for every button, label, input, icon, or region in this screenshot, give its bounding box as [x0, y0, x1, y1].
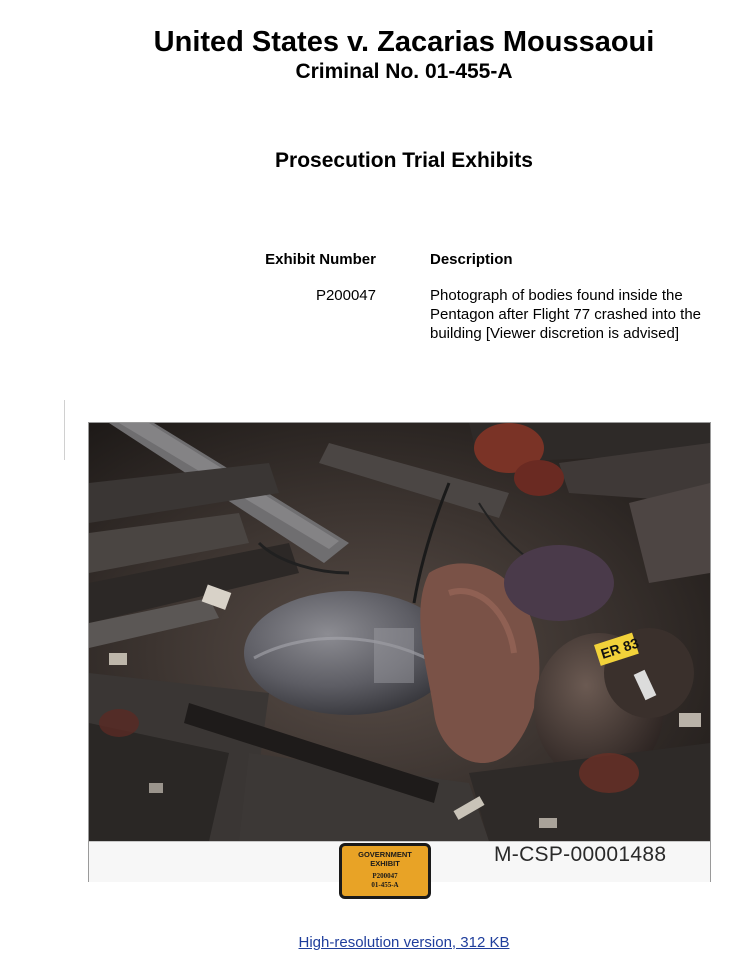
page-title: United States v. Zacarias Moussaoui	[153, 26, 655, 58]
high-resolution-link[interactable]: High-resolution version, 312 KB	[298, 934, 510, 951]
exhibit-number-cell: P200047	[315, 287, 376, 304]
evidence-tag-text: ER 83	[598, 634, 641, 662]
column-header-exhibit-number: Exhibit Number	[265, 251, 376, 268]
exhibit-description-cell: Photograph of bodies found inside the Pentagon after Flight 77 crashed into the building [Viewer discretion is advised]	[430, 287, 702, 342]
case-number: Criminal No. 01-455-A	[295, 60, 513, 83]
photo-image	[89, 423, 710, 841]
column-header-description: Description	[430, 251, 513, 268]
sticker-line-1: GOVERNMENT	[358, 850, 412, 859]
footer	[0, 933, 755, 952]
sticker-case-number: 01-455-A	[371, 881, 399, 889]
government-exhibit-sticker	[339, 843, 431, 899]
bates-number: M-CSP-00001488	[494, 843, 667, 866]
section-heading: Prosecution Trial Exhibits	[275, 149, 533, 172]
sticker-exhibit-number: P200047	[372, 872, 398, 880]
sticker-line-2: EXHIBIT	[370, 859, 400, 868]
exhibit-photo	[88, 422, 711, 889]
scan-edge-line	[64, 400, 65, 460]
